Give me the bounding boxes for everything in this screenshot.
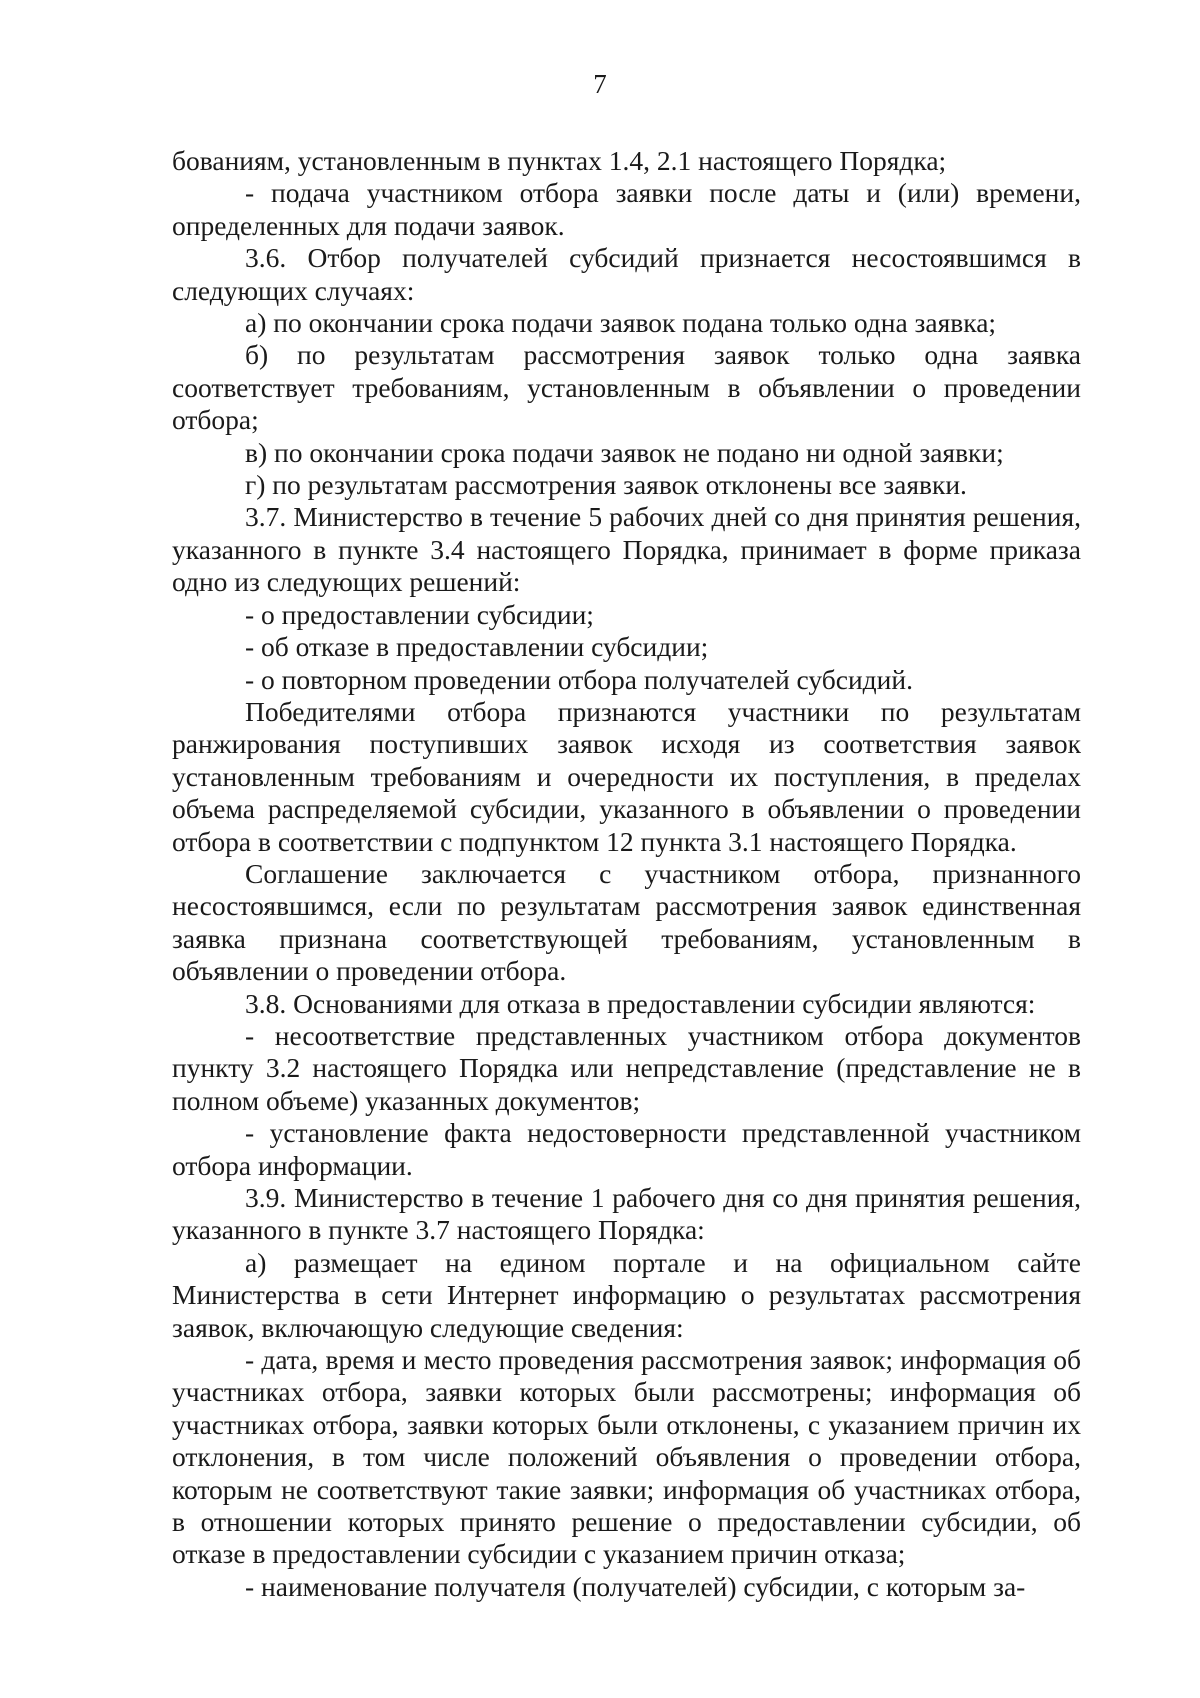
- paragraph: 3.8. Основаниями для отказа в предоставлении субсидии являются:: [245, 987, 1036, 1019]
- paragraph: 3.6. Отбор получателей субсидий признается несостоявшимся в следующих случаях:: [172, 242, 1081, 306]
- document-body: [172, 145, 1081, 1603]
- paragraph: г) по результатам рассмотрения заявок отклонены все заявки.: [245, 469, 967, 501]
- paragraph: - установление факта недостоверности представленной участником отбора информации.: [172, 1117, 1081, 1181]
- page-number: 7: [593, 69, 607, 99]
- paragraph: Соглашение заключается с участником отбора, признанного несостоявшимся, если по результатам рассмотрения заявок единственная заявка признана соответствующей требованиям, установленным в объявлении о проведении отбора.: [172, 857, 1081, 987]
- paragraph: - дата, время и место проведения рассмотрения заявок; информация об участниках отбора, заявки которых были рассмотрены; информация об участниках отбора, заявки которых были отклонены, с указанием причин их отклонения, в том числе положений объявления о проведении отбора, которым не соответствуют такие заявки; информация об участниках отбора, в отношении которых принято решение о предоставлении субсидии, об отказе в предоставлении субсидии с указанием причин отказа;: [172, 1344, 1081, 1570]
- paragraph: - наименование получателя (получателей) субсидии, с которым за-: [245, 1570, 1026, 1602]
- paragraph: в) по окончании срока подачи заявок не подано ни одной заявки;: [245, 436, 1004, 468]
- paragraph: Победителями отбора признаются участники по результатам ранжирования поступивших заявок исходя из соответствия заявок установленным требованиям и очередности их поступления, в пределах объема распределяемой субсидии, указанного в объявлении о проведении отбора в соответствии с подпунктом 12 пункта 3.1 настоящего Порядка.: [172, 695, 1081, 857]
- paragraph: а) по окончании срока подачи заявок подана только одна заявка;: [245, 307, 997, 339]
- paragraph: - о повторном проведении отбора получателей субсидий.: [245, 663, 913, 695]
- paragraph: а) размещает на едином портале и на официальном сайте Министерства в сети Интернет информацию о результатах рассмотрения заявок, включающую следующие сведения:: [172, 1246, 1081, 1343]
- paragraph: 3.7. Министерство в течение 5 рабочих дней со дня принятия решения, указанного в пункте 3.4 настоящего Порядка, принимает в форме приказа одно из следующих решений:: [172, 501, 1081, 598]
- paragraph: - несоответствие представленных участником отбора документов пункту 3.2 настоящего Порядка или непредставление (представление не в полном объеме) указанных документов;: [172, 1019, 1081, 1116]
- paragraph: - о предоставлении субсидии;: [245, 598, 594, 630]
- paragraph: б) по результатам рассмотрения заявок только одна заявка соответствует требованиям, установленным в объявлении о проведении отбора;: [172, 339, 1081, 436]
- paragraph: бованиям, установленным в пунктах 1.4, 2.1 настоящего Порядка;: [172, 145, 947, 176]
- paragraph: - подача участником отбора заявки после даты и (или) времени, определенных для подачи заявок.: [172, 177, 1081, 241]
- paragraph: - об отказе в предоставлении субсидии;: [245, 631, 709, 663]
- paragraph: 3.9. Министерство в течение 1 рабочего дня со дня принятия решения, указанного в пункте 3.7 настоящего Порядка:: [172, 1182, 1081, 1246]
